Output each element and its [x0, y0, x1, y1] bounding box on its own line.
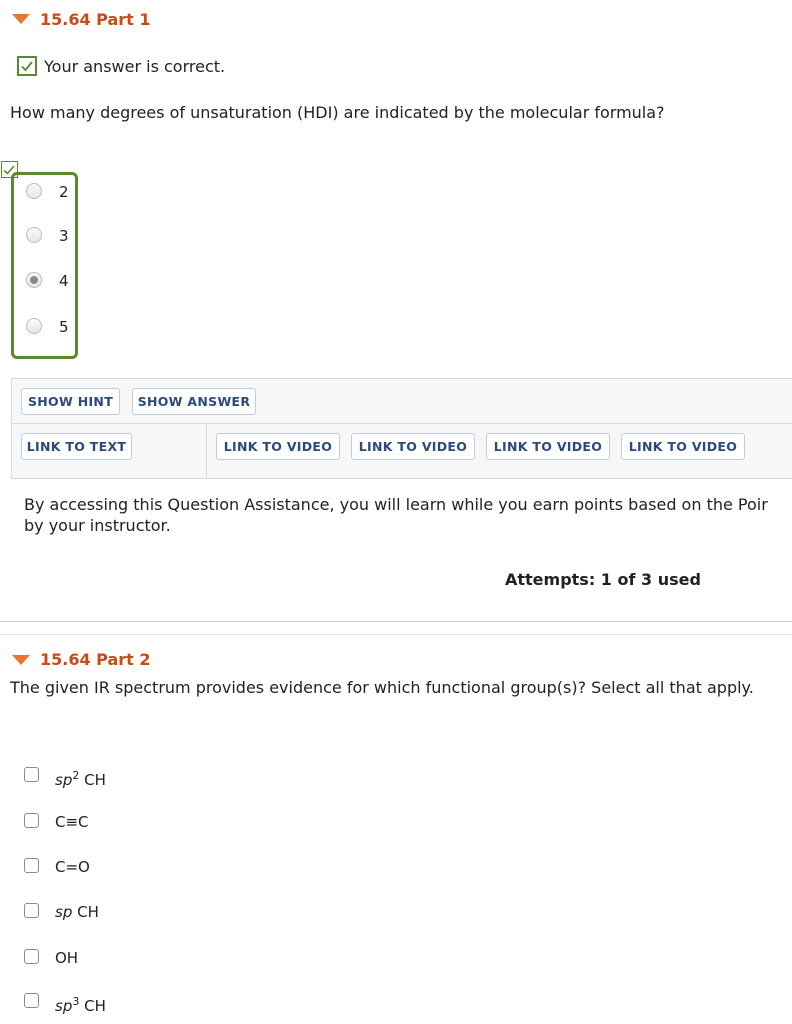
checkbox-option-triple-cc[interactable] — [24, 813, 39, 828]
option-label-2: 2 — [59, 183, 69, 201]
link-to-video-button-2[interactable]: LINK TO VIDEO — [351, 433, 475, 460]
option-label-4: 4 — [59, 272, 69, 290]
part1-title: 15.64 Part 1 — [40, 10, 151, 29]
option-label-5: 5 — [59, 318, 69, 336]
part2-title: 15.64 Part 2 — [40, 650, 151, 669]
part1-question: How many degrees of unsaturation (HDI) are indicated by the molecular formula? — [10, 103, 665, 122]
assistance-note-line1: By accessing this Question Assistance, you will learn while you earn points based on the Poir — [24, 495, 768, 514]
option-text: CH — [72, 903, 99, 921]
option-sup: 3 — [72, 995, 80, 1008]
option-italic: sp — [55, 903, 73, 921]
collapse-triangle-icon[interactable] — [12, 14, 30, 24]
assistance-divider — [11, 423, 792, 424]
feedback-text: Your answer is correct. — [44, 57, 226, 76]
option-label-sp3-ch — [55, 995, 106, 1015]
link-to-video-button-4[interactable]: LINK TO VIDEO — [621, 433, 745, 460]
checkbox-option-sp-ch[interactable] — [24, 903, 39, 918]
show-answer-button[interactable]: SHOW ANSWER — [132, 388, 256, 415]
assistance-panel — [11, 378, 792, 479]
checkbox-option-co[interactable] — [24, 858, 39, 873]
assistance-vertical-divider — [206, 424, 207, 479]
link-to-video-button-1[interactable]: LINK TO VIDEO — [216, 433, 340, 460]
show-hint-button[interactable]: SHOW HINT — [21, 388, 120, 415]
option-text: CH — [79, 771, 106, 789]
radio-option-3[interactable] — [26, 227, 42, 243]
checkbox-option-sp2-ch[interactable] — [24, 767, 39, 782]
option-text: CH — [79, 997, 106, 1015]
link-to-text-button[interactable]: LINK TO TEXT — [21, 433, 132, 460]
collapse-triangle-icon[interactable] — [12, 655, 30, 665]
link-to-video-button-3[interactable]: LINK TO VIDEO — [486, 433, 610, 460]
radio-option-2[interactable] — [26, 183, 42, 199]
option-sup: 2 — [72, 769, 80, 782]
part-separator-2 — [0, 634, 792, 635]
option-label-oh: OH — [55, 949, 79, 967]
option-label-triple-cc: C≡C — [55, 813, 89, 831]
option-label-sp2-ch — [55, 769, 106, 789]
part2-question: The given IR spectrum provides evidence for which functional group(s)? Select all that apply. — [10, 678, 754, 697]
correct-check-icon — [17, 56, 37, 76]
assistance-note-line2: by your instructor. — [24, 516, 171, 535]
option-label-3: 3 — [59, 227, 69, 245]
checkbox-option-oh[interactable] — [24, 949, 39, 964]
option-label-sp-ch — [55, 903, 99, 921]
radio-option-4-selected[interactable] — [26, 272, 42, 288]
checkbox-option-sp3-ch[interactable] — [24, 993, 39, 1008]
option-italic: sp — [55, 771, 73, 789]
option-italic: sp — [55, 997, 73, 1015]
option-label-co: C=O — [55, 858, 90, 876]
part-separator — [0, 621, 792, 622]
attempts-counter: Attempts: 1 of 3 used — [505, 570, 701, 589]
radio-option-5[interactable] — [26, 318, 42, 334]
